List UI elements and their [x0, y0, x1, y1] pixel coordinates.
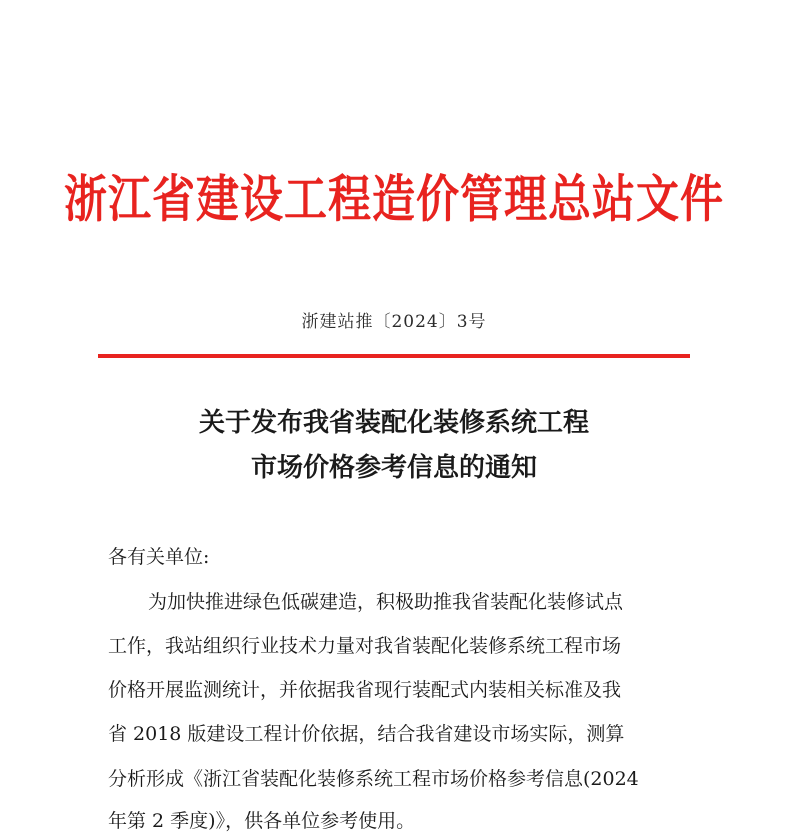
document-number: 浙建站推〔2024〕3号 [301, 312, 487, 332]
notice-title-line2: 市场价格参考信息的通知 [250, 453, 537, 483]
body-line: 为加快推进绿色低碳建造，积极助推我省装配化装修试点 [148, 591, 624, 613]
issuer-title: 浙江省建设工程造价管理总站文件 [64, 170, 724, 230]
body-line: 省 2018 版建设工程计价依据，结合我省建设市场实际，测算 [108, 723, 625, 745]
notice-title-line1: 关于发布我省装配化装修系统工程 [198, 408, 589, 438]
body-line: 分析形成《浙江省装配化装修系统工程市场价格参考信息(2024 [108, 768, 639, 790]
body-line: 价格开展监测统计，并依据我省现行装配式内装相关标准及我 [108, 679, 622, 701]
body-line: 年第 2 季度)》，供各单位参考使用。 [108, 810, 416, 832]
salutation: 各有关单位: [108, 546, 210, 568]
body-line: 工作，我站组织行业技术力量对我省装配化装修系统工程市场 [108, 635, 622, 657]
red-divider [98, 354, 690, 358]
